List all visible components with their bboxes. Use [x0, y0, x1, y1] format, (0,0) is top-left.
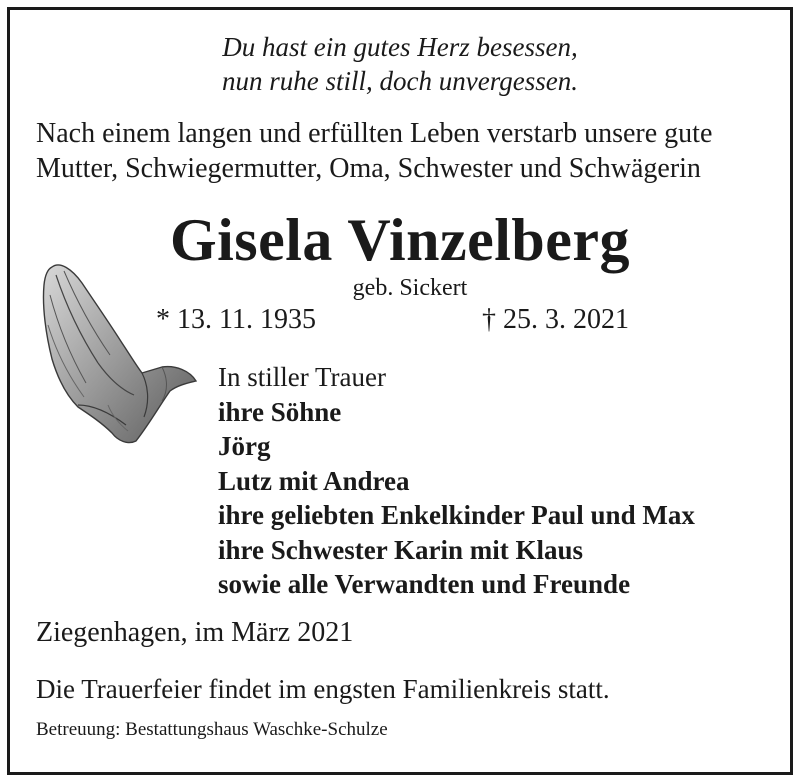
intro-line-2: Mutter, Schwiegermutter, Oma, Schwester und Schwägerin: [36, 153, 701, 184]
funeral-home-credit: Betreuung: Bestattungshaus Waschke-Schulze: [36, 719, 388, 740]
verse-line-2: nun ruhe still, doch unvergessen.: [222, 66, 578, 96]
mourner-line: ihre Söhne: [218, 396, 342, 427]
mourner-line: ihre geliebten Enkelkinder Paul und Max: [218, 500, 695, 530]
praying-hands-icon: [38, 255, 203, 450]
mourners-heading: In stiller Trauer: [218, 362, 386, 392]
birth-date: * 13. 11. 1935: [156, 304, 316, 335]
mourner-line: Lutz mit Andrea: [218, 465, 410, 496]
mourner-line: sowie alle Verwandten und Freunde: [218, 569, 631, 599]
mourners-block: [218, 360, 695, 602]
ceremony-note: Die Trauerfeier findet im engsten Familienkreis statt.: [36, 674, 610, 704]
place-date: Ziegenhagen, im März 2021: [36, 617, 354, 648]
verse-line-1: Du hast ein gutes Herz besessen,: [222, 32, 578, 62]
death-date: † 25. 3. 2021: [482, 304, 629, 335]
mourner-line: ihre Schwester Karin mit Klaus: [218, 534, 583, 565]
intro-line-1: Nach einem langen und erfüllten Leben verstarb unsere gute: [36, 118, 713, 149]
mourner-line: Jörg: [218, 431, 271, 461]
deceased-name: Gisela Vinzelberg: [169, 207, 631, 273]
maiden-name: geb. Sickert: [352, 275, 468, 301]
